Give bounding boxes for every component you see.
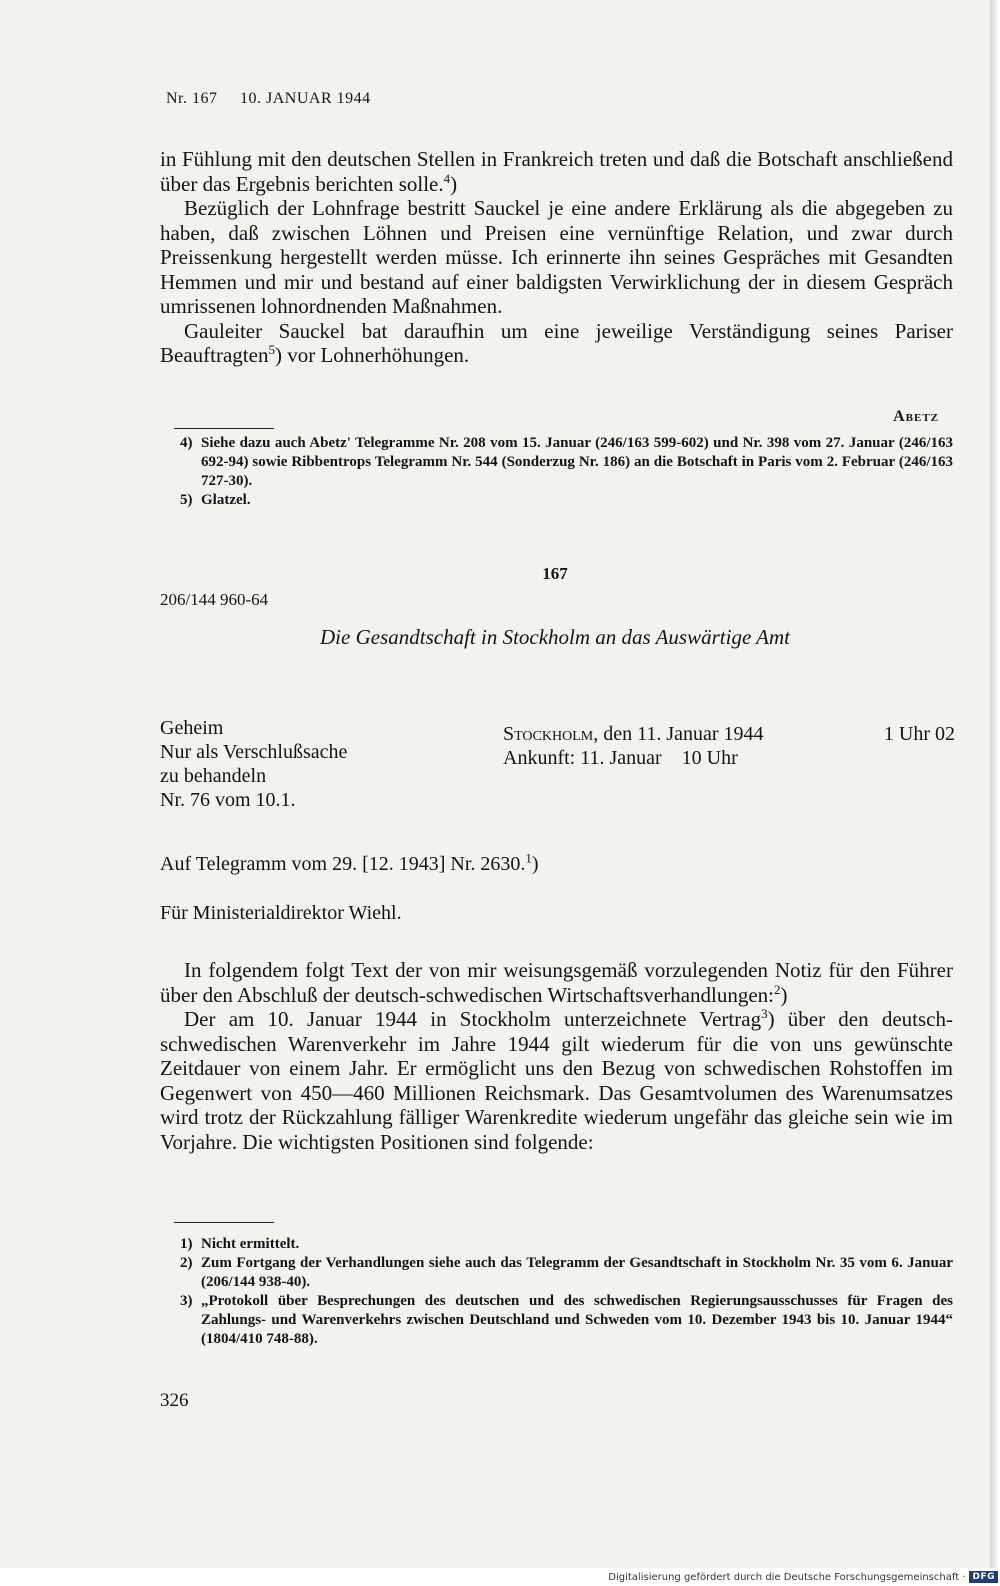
footnote: 3) „Protokoll über Besprechungen des deutschen und des schwedischen Regierungsausschusses für Fragen des Zahlungs- und Warenverkehrs zwischen Deutschland und Schweden vom 10. Dezember 1943 bis 10. Januar 1944“ (1804/410 748-88). <box>180 1293 953 1347</box>
dfg-logo: DFG <box>969 1571 998 1583</box>
footnote: 1) Nicht ermittelt. <box>180 1236 300 1252</box>
upper-body-text <box>160 147 953 368</box>
footnote-ref[interactable]: 5 <box>268 342 275 357</box>
running-head-date: 10. JANUAR 1944 <box>240 90 371 107</box>
running-head <box>166 90 371 108</box>
footnote-ref[interactable]: 3 <box>761 1006 768 1021</box>
footnote-divider <box>174 1222 274 1223</box>
running-head-number: Nr. 167 <box>166 90 218 107</box>
credit-text: Digitalisierung gefördert durch die Deutsche Forschungsgemeinschaft · <box>608 1571 966 1583</box>
addressee: Für Ministerialdirektor Wiehl. <box>160 902 402 924</box>
film-reference: 206/144 960-64 <box>160 590 269 609</box>
signature: Abetz <box>893 408 939 425</box>
dispatch-arrival: Ankunft: 11. Januar 10 Uhr <box>503 747 738 769</box>
classification-block <box>160 716 347 812</box>
footnote-ref[interactable]: 4 <box>443 170 451 186</box>
dispatch-time: 1 Uhr 02 <box>883 723 955 745</box>
page-number: 326 <box>160 1390 189 1411</box>
classification-line: zu behandeln <box>160 765 267 787</box>
footnotes-top <box>180 434 953 510</box>
classification-line: Geheim <box>160 717 224 739</box>
paragraph: Gauleiter Sauckel bat daraufhin um eine jeweilige Verständigung seines Pariser Beauftragten$^5$) vor Lohnerhöhungen. <box>160 318 953 367</box>
lower-body-text <box>160 958 953 1154</box>
paragraph: Bezüglich der Lohnfrage bestritt Sauckel je eine andere Erklärung als die abgegeben zu haben, daß zwischen Löhnen und Preisen eine vernünftige Relation, und zwar durch Preissenkung hergestellt werden müsse. Ich erinnerte ihn seines Gespräches mit Gesandten Hemmen und mir und bestand auf einer baldigsten Verwirklichung der in diesem Gespräch umrissenen lohnordnenden Maßnahmen. <box>160 196 953 318</box>
telegram-reference: Auf Telegramm vom 29. [12. 1943] Nr. 2630.$^1$) <box>160 850 539 875</box>
classification-line: Nr. 76 vom 10.1. <box>160 789 296 811</box>
footnote: 5) Glatzel. <box>180 492 251 508</box>
page-edge-shadow <box>990 0 1000 1568</box>
paragraph: In folgendem folgt Text der von mir weisungsgemäß vorzulegenden Notiz für den Führer über den Abschluß der deutsch-schwedischen Wirtschaftsverhandlungen:$^2$) <box>160 958 953 1007</box>
footnote-ref[interactable]: 1 <box>525 850 532 866</box>
document-title: Die Gesandtschaft in Stockholm an das Auswärtige Amt <box>320 625 790 649</box>
dispatch-block <box>503 722 955 770</box>
dispatch-place: Stockholm <box>503 723 594 745</box>
dispatch-sent <box>503 722 955 746</box>
footnote: 2) Zum Fortgang der Verhandlungen siehe auch das Telegramm der Gesandtschaft in Stockholm Nr. 35 vom 6. Januar (206/144 938-40). <box>180 1255 953 1290</box>
document-number: 167 <box>542 564 568 583</box>
footnote-ref[interactable]: 2 <box>774 981 781 997</box>
footnotes-bottom <box>180 1235 953 1349</box>
classification-line: Nur als Verschlußsache <box>160 741 348 763</box>
paragraph: in Fühlung mit den deutschen Stellen in Frankreich treten und daß die Botschaft anschließend über das Ergebnis berichten solle.$^4$) <box>160 147 953 196</box>
footnote-divider <box>174 428 274 429</box>
dispatch-date: , den 11. Januar 1944 <box>593 723 764 745</box>
paragraph: Der am 10. Januar 1944 in Stockholm unterzeichnete Vertrag$^3$) über den deutsch-schwedischen Warenverkehr im Jahre 1944 gilt wiederum für die von uns gewünschte Zeitdauer von einem Jahr. Er ermöglicht uns den Bezug von schwedischen Rohstoffen im Gegenwert von 450—460 Millionen Reichsmark. Das Gesamtvolumen des Warenumsatzes wird trotz der Rückzahlung fälliger Warenkredite wiederum ungefähr das gleiche sein wie im Vorjahre. Die wichtigsten Positionen sind folgende: <box>160 1006 953 1154</box>
footnote: 4) Siehe dazu auch Abetz' Telegramme Nr. 208 vom 15. Januar (246/163 599-602) und Nr. 398 vom 27. Januar (246/163 692-94) sowie Ribbentrops Telegramm Nr. 544 (Sonderzug Nr. 186) an die Botschaft in Paris vom 2. Februar (246/163 727-30). <box>180 435 953 489</box>
digitization-credit <box>608 1571 998 1583</box>
